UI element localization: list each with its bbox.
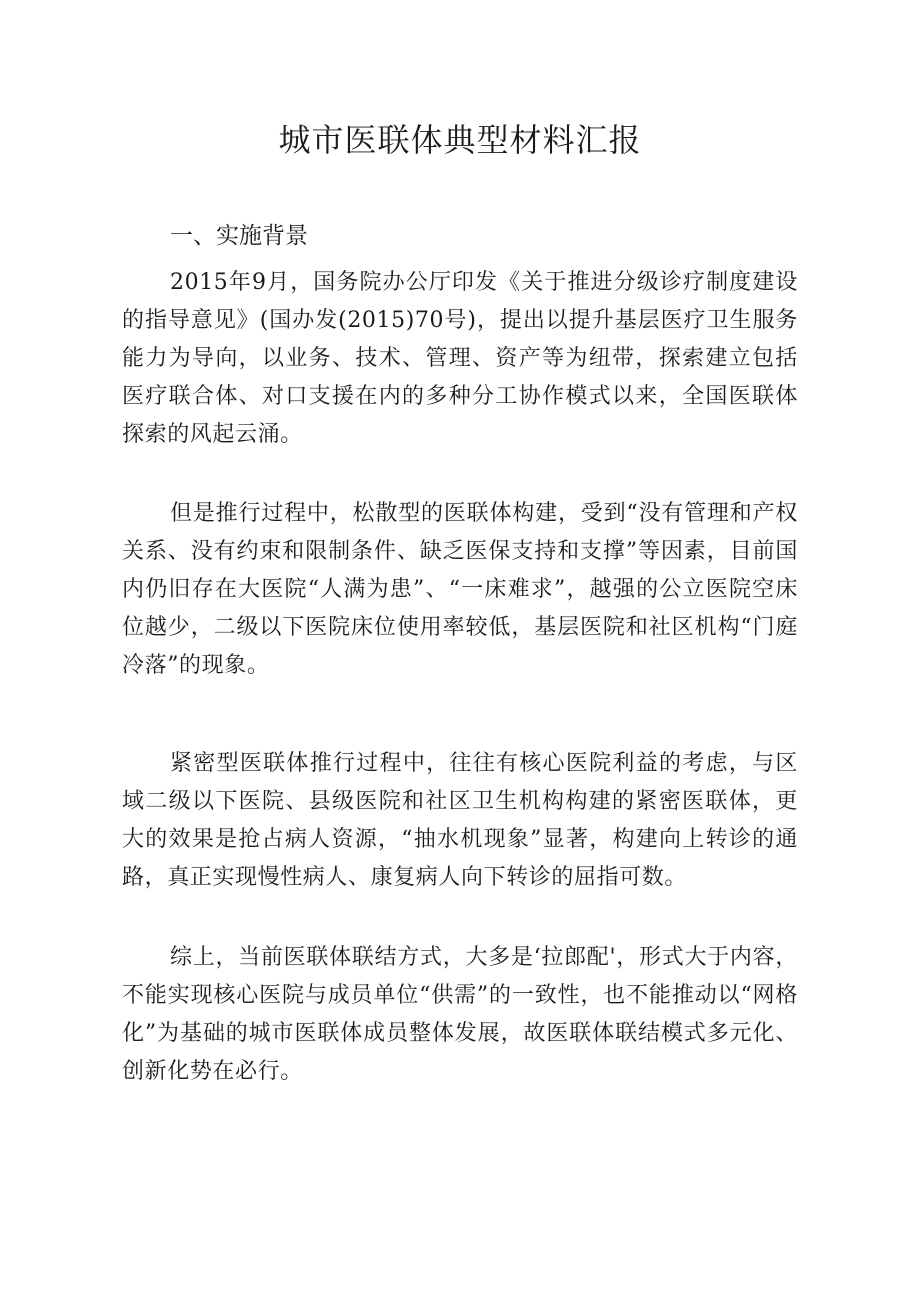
paragraph-background: 2015年9月，国务院办公厅印发《关于推进分级诊疗制度建设的指导意见》(国办发(2015)70号)，提出以提升基层医疗卫生服务能力为导向，以业务、技术、管理、资产等为纽带，探索建立包括医疗联合体、对口支援在内的多种分工协作模式以来，全国医联体探索的风起云涌。 xyxy=(122,270,798,447)
paragraph-tight-alliance: 紧密型医联体推行过程中，往往有核心医院利益的考虑，与区域二级以下医院、县级医院和社区卫生机构构建的紧密医联体，更大的效果是抢占病人资源，“抽水机现象”显著，构建向上转诊的通路，真正实现慢性病人、康复病人向下转诊的屈指可数。 xyxy=(122,751,798,890)
paragraph-summary: 综上，当前医联体联结方式，大多是‘拉郎配'，形式大于内容，不能实现核心医院与成员单位“供需”的一致性，也不能推动以“网格化”为基础的城市医联体成员整体发展，故医联体联结模式多元化、创新化势在必行。 xyxy=(122,945,798,1084)
section-heading: 一、实施背景 xyxy=(170,223,308,249)
document-title: 城市医联体典型材料汇报 xyxy=(278,121,642,159)
paragraph-loose-alliance: 但是推行过程中，松散型的医联体构建，受到“没有管理和产权关系、没有约束和限制条件、缺乏医保支持和支撑”等因素，目前国内仍旧存在大医院“人满为患”、“一床难求”，越强的公立医院空床位越少，二级以下医院床位使用率较低，基层医院和社区机构“门庭冷落”的现象。 xyxy=(122,501,798,678)
